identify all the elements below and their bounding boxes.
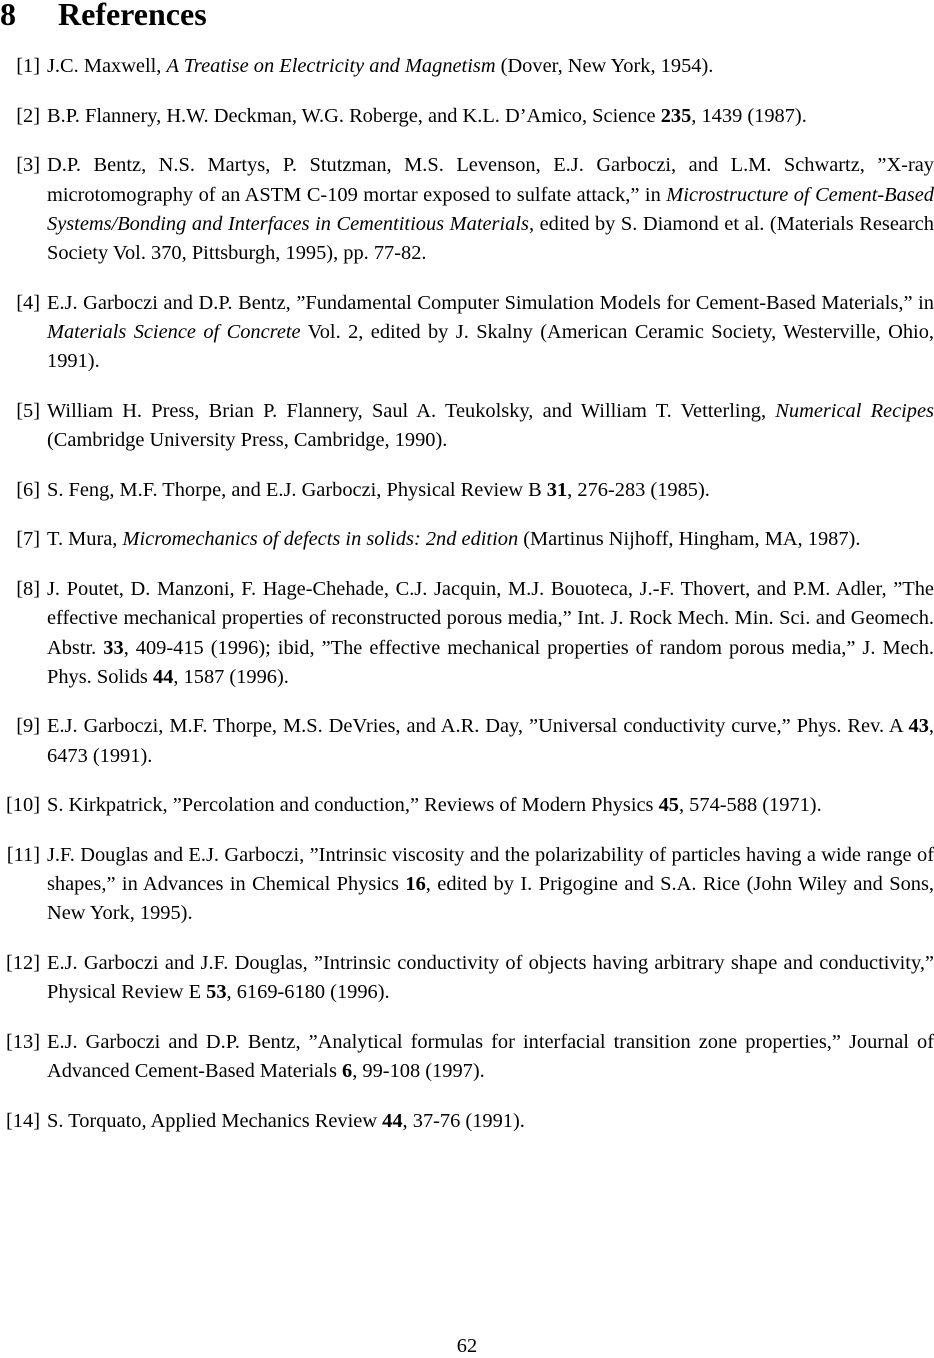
reference-title-italic: Microstructure of Cement-Based Systems/Bonding and Interfaces in Cementitious Materials [47, 183, 934, 235]
reference-label: [9] [16, 715, 40, 738]
page-number: 62 [456, 1335, 478, 1357]
reference-list [0, 52, 934, 1157]
reference-item [0, 102, 934, 131]
reference-text [47, 105, 807, 127]
reference-item [0, 289, 934, 377]
reference-text-run: , 37-76 (1991). [402, 1109, 525, 1132]
reference-label: [1] [16, 55, 40, 77]
reference-text [47, 844, 934, 924]
reference-text-run: (Martinus Nijhoff, Hingham, MA, 1987). [518, 528, 861, 551]
reference-text [47, 578, 934, 688]
reference-text [47, 154, 934, 264]
reference-volume-bold: 45 [658, 794, 679, 817]
reference-volume-bold: 31 [546, 478, 568, 501]
reference-label: [6] [16, 478, 40, 501]
reference-title-italic: Micromechanics of defects in solids: 2nd edition [122, 528, 519, 551]
reference-text-run: S. Feng, M.F. Thorpe, and E.J. Garboczi, Physical Review B [47, 478, 547, 501]
reference-text-run: E.J. Garboczi and J.F. Douglas, ”Intrinsic conductivity of objects having arbitrary shape and conductivity,” Physical Review E [47, 952, 934, 1004]
reference-item [0, 397, 934, 455]
reference-text-run: (Cambridge University Press, Cambridge, 1990). [47, 429, 448, 452]
reference-text [47, 479, 710, 501]
reference-item [0, 1028, 934, 1086]
section-title: References [58, 0, 207, 32]
reference-label: [10] [6, 794, 40, 817]
reference-label: [7] [16, 528, 40, 551]
reference-text-run: William H. Press, Brian P. Flannery, Saul A. Teukolsky, and William T. Vetterling, [47, 399, 776, 422]
reference-item [0, 1107, 934, 1136]
reference-text [47, 528, 860, 550]
reference-item [0, 476, 934, 505]
reference-text-run: B.P. Flannery, H.W. Deckman, W.G. Roberge, and K.L. D’Amico, Science [47, 104, 661, 127]
reference-title-italic: A Treatise on Electricity and Magnetism [166, 55, 496, 77]
reference-text-run: , edited by S. Diamond et al. (Materials Research Society Vol. 370, Pittsburgh, 1995), pp. 77-82. [47, 212, 934, 265]
reference-label: [2] [16, 104, 40, 127]
reference-text-run: , 6473 (1991). [47, 715, 934, 767]
reference-text-run: , 6169-6180 (1996). [226, 981, 390, 1004]
reference-item [0, 791, 934, 820]
reference-text-run: (Dover, New York, 1954). [495, 55, 714, 77]
reference-text-run: , 276-283 (1985). [567, 478, 710, 501]
reference-text [47, 1110, 525, 1132]
reference-text [47, 794, 822, 816]
reference-text-run: , 1587 (1996). [173, 665, 289, 688]
reference-item [0, 949, 934, 1007]
reference-item [0, 575, 934, 692]
reference-text-run: , 1439 (1987). [691, 104, 807, 127]
reference-label: [14] [6, 1109, 40, 1132]
reference-label: [4] [16, 291, 40, 314]
reference-text-run: S. Kirkpatrick, ”Percolation and conduction,” Reviews of Modern Physics [47, 794, 659, 817]
reference-item [0, 525, 934, 554]
reference-item [0, 52, 934, 81]
reference-label: [8] [16, 578, 40, 601]
reference-volume-bold: 6 [342, 1060, 353, 1083]
reference-text-run: , edited by I. Prigogine and S.A. Rice (John Wiley and Sons, New York, 1995). [47, 873, 934, 925]
reference-text-run: Vol. 2, edited by J. Skalny (American Ceramic Society, Westerville, Ohio, 1991). [47, 320, 934, 373]
reference-volume-bold: 44 [152, 665, 174, 688]
reference-text-run: J.F. Douglas and E.J. Garboczi, ”Intrinsic viscosity and the polarizability of particles having a wide range of shapes,” in Advances in Chemical Physics [47, 844, 934, 896]
reference-text [47, 292, 934, 372]
reference-label: [5] [16, 399, 40, 422]
reference-volume-bold: 44 [382, 1109, 403, 1132]
reference-text-run: S. Torquato, Applied Mechanics Review [47, 1109, 383, 1132]
reference-item [0, 712, 934, 770]
reference-text [47, 55, 713, 77]
reference-label: [11] [6, 844, 40, 867]
reference-title-italic: Numerical Recipes [775, 399, 934, 422]
reference-volume-bold: 235 [660, 104, 692, 127]
reference-text [47, 1031, 934, 1082]
reference-text-run: D.P. Bentz, N.S. Martys, P. Stutzman, M.S. Levenson, E.J. Garboczi, and L.M. Schwartz, ”X-ray microtomography of an ASTM C-109 mortar exposed to sulfate attack,” in [47, 154, 934, 206]
reference-label: [12] [6, 952, 40, 975]
reference-text-run: E.J. Garboczi and D.P. Bentz, ”Fundamental Computer Simulation Models for Cement-Based Materials,” in [47, 291, 934, 314]
reference-title-italic: Materials Science of Concrete [47, 320, 301, 343]
reference-text-run: J.C. Maxwell, [47, 55, 167, 77]
reference-text-run: J. Poutet, D. Manzoni, F. Hage-Chehade, C.J. Jacquin, M.J. Bouoteca, J.-F. Thovert, and P.M. Adler, ”The effective mechanical properties of reconstructed porous media,” Int. J. Rock Mech. Min. Sci. and Geomech. Abstr. [47, 578, 934, 659]
reference-text-run: E.J. Garboczi and D.P. Bentz, ”Analytical formulas for interfacial transition zone properties,” Journal of Advanced Cement-Based Materials [47, 1031, 934, 1083]
reference-text [47, 400, 934, 451]
reference-text-run: T. Mura, [47, 528, 123, 551]
reference-volume-bold: 43 [908, 715, 929, 738]
reference-item [0, 841, 934, 929]
reference-item [0, 151, 934, 268]
reference-text [47, 715, 934, 766]
reference-volume-bold: 16 [405, 873, 426, 896]
reference-label: [3] [16, 154, 40, 177]
section-number: 8 [0, 0, 16, 32]
reference-volume-bold: 33 [103, 636, 124, 659]
reference-text [47, 952, 934, 1003]
section-heading [0, 0, 207, 34]
reference-text-run: , 409-415 (1996); ibid, ”The effective mechanical properties of random porous media,” J. Mech. Phys. Solids [47, 636, 934, 688]
reference-volume-bold: 53 [206, 981, 227, 1004]
reference-text-run: , 99-108 (1997). [352, 1060, 485, 1083]
reference-label: [13] [6, 1031, 40, 1054]
reference-text-run: , 574-588 (1971). [678, 794, 822, 817]
reference-text-run: E.J. Garboczi, M.F. Thorpe, M.S. DeVries, and A.R. Day, ”Universal conductivity curve,” Phys. Rev. A [47, 715, 909, 738]
